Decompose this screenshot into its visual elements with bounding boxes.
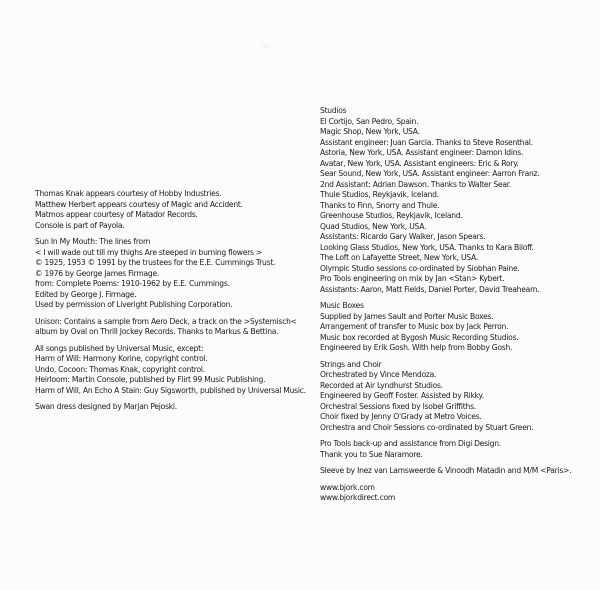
text-line: © 1925, 1953 © 1991 by the trustees for the E.E. Cummings Trust. — [35, 258, 276, 267]
text-line: Orchestral Sessions fixed by Isobel Griffiths. — [320, 401, 476, 411]
text-line: Looking Glass Studios, New York, USA. Thanks to Kara Biloff. — [320, 242, 534, 252]
text-line: Assistants: Ricardo Gary Walker, Jason Spears. — [320, 232, 486, 241]
paragraph — [35, 317, 325, 338]
text-line: Orchestra and Choir Sessions co-ordinated by Stuart Green. — [320, 422, 534, 432]
text-line: The Loft on Lafayette Street, New York, USA. — [320, 253, 478, 262]
text-line: Arrangement of transfer to Music box by Jack Perron. — [320, 322, 509, 331]
text-line: Choir fixed by Jenny O'Grady at Metro Voices. — [320, 412, 482, 421]
paragraph — [320, 439, 595, 460]
paragraph — [320, 106, 595, 295]
text-line: Music box recorded at Bygosh Music Recording Studios. — [320, 332, 519, 342]
text-line: All songs published by Universal Music, except: — [35, 343, 204, 353]
text-line: Olympic Studio sessions co-ordinated by Siobhan Paine. — [320, 263, 520, 273]
text-line: Greenhouse Studios, Reykjavik, Iceland. — [320, 211, 463, 220]
text-line: Assistant engineer: Juan Garcia. Thanks to Steve Rosenthal. — [320, 137, 533, 147]
paragraph — [35, 189, 325, 231]
text-line: < I will wade out till my thighs Are steeped in burning flowers > — [35, 247, 263, 257]
text-line: 2nd Assistant: Adrian Dawson. Thanks to Walter Sear. — [320, 179, 512, 189]
text-line: Edited by George J. Firmage. — [35, 289, 137, 299]
text-line: www.bjork.com — [320, 482, 375, 492]
text-line: © 1976 by George James Firmage. — [35, 268, 160, 278]
text-line: Sun In My Mouth: The lines from — [35, 237, 151, 246]
text-line: Supplied by James Sault and Porter Music Boxes. — [320, 311, 494, 321]
text-line: Used by permission of Liveright Publishing Corporation. — [35, 300, 233, 309]
paragraph — [320, 466, 595, 477]
text-line: Sleeve by Inez van Lamsweerde & Vinoodh Matadin and M/M <Paris>. — [320, 466, 572, 475]
scan-artifact — [263, 44, 269, 48]
text-line: Music Boxes — [320, 301, 364, 310]
text-line: Swan dress designed by Marjan Pejoski. — [35, 402, 177, 411]
paragraph — [320, 360, 595, 434]
text-line: Matthew Herbert appears courtesy of Magic and Accident. — [35, 199, 243, 209]
text-line: Thanks to Finn, Snorry and Thule. — [320, 200, 440, 210]
paragraph — [320, 483, 595, 504]
text-line: Astoria, New York, USA. Assistant engineer: Damon Idins. — [320, 148, 524, 157]
text-line: Heirloom: Martin Console, published by Flirt 99 Music Publishing. — [35, 375, 266, 384]
text-line: Undo, Cocoon: Thomas Knak, copyright control. — [35, 364, 205, 374]
paragraph — [35, 237, 325, 311]
text-line: Sear Sound, New York, USA. Assistant engineer: Aarron Franz. — [320, 169, 540, 178]
text-line: Assistants: Aaron, Matt Fields, Daniel Porter, David Treahearn. — [320, 284, 540, 294]
text-line: Thule Studios, Reykjavik, Iceland. — [320, 190, 439, 199]
paragraph — [35, 344, 325, 397]
text-line: Quad Studios, New York, USA. — [320, 221, 427, 231]
text-line: Matmos appear courtesy of Matador Records. — [35, 210, 198, 219]
text-line: Avatar, New York, USA. Assistant engineers: Eric & Rory. — [320, 158, 519, 168]
text-line: Pro Tools engineering on mix by Jan <Stan> Kybert. — [320, 274, 505, 283]
text-line: Harm of Will: Harmony Korine, copyright control. — [35, 354, 208, 363]
text-line: Studios — [320, 106, 347, 115]
text-line: Orchestrated by Vince Mendoza. — [320, 370, 437, 379]
text-line: Unison: Contains a sample from Aero Deck, a track on the >Systemisch< — [35, 316, 297, 326]
text-line: Engineered by Erik Gosh. With help from Bobby Gosh. — [320, 343, 513, 352]
text-line: El Cortijo, San Pedro, Spain. — [320, 116, 419, 126]
text-line: Strings and Choir — [320, 359, 382, 369]
text-line: Console is part of Payola. — [35, 220, 125, 230]
paragraph — [35, 402, 325, 413]
text-line: Harm of Will, An Echo A Stain: Guy Sigsworth, published by Universal Music. — [35, 385, 306, 395]
text-line: Engineered by Geoff Foster. Assisted by Rikky. — [320, 391, 484, 400]
text-line: from: Complete Poems: 1910-1962 by E.E. Cummings. — [35, 279, 230, 288]
paragraph — [320, 301, 595, 354]
text-line: Thomas Knak appears courtesy of Hobby Industries. — [35, 189, 222, 198]
text-line: Magic Shop, New York, USA. — [320, 127, 420, 136]
credits-column-right — [320, 106, 595, 510]
credits-column-left — [35, 189, 325, 419]
text-line: album by Oval on Thrill Jockey Records. Thanks to Markus & Bettina. — [35, 327, 279, 336]
text-line: Thank you to Sue Naramore. — [320, 449, 423, 459]
text-line: Recorded at Air Lyndhurst Studios. — [320, 380, 443, 390]
text-line: www.bjorkdirect.com — [320, 493, 396, 502]
text-line: Pro Tools back-up and assistance from Digi Design. — [320, 439, 501, 448]
